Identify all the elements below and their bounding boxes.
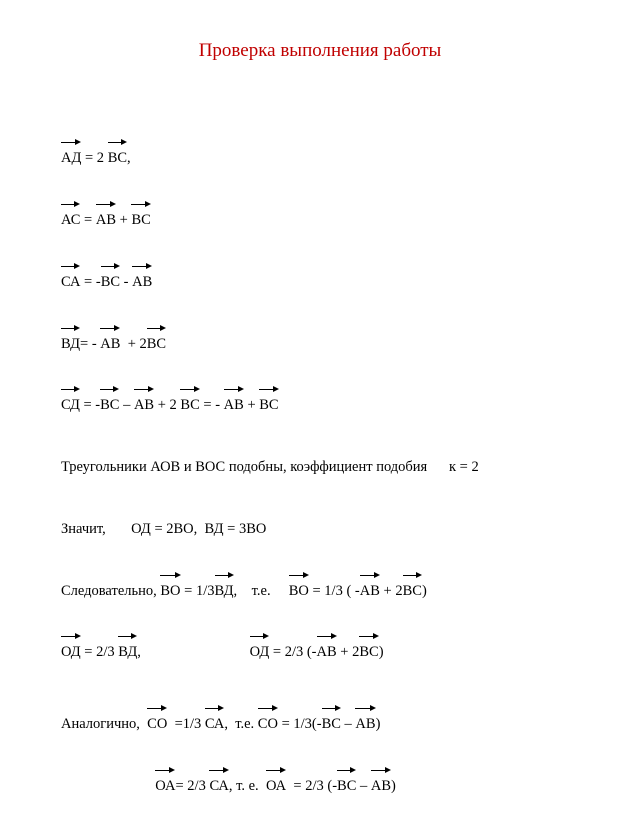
solution-line: СД = -ВС – АВ + 2 ВС = - АВ + ВС	[61, 395, 479, 416]
vector-symbol: ВД	[61, 334, 80, 355]
vector-symbol: СД	[61, 395, 80, 416]
solution-line: ОД = 2/3 ВД, ОД = 2/3 (-АВ + 2ВС)	[61, 642, 479, 663]
vector-symbol: АВ	[134, 395, 154, 416]
solution-line: ВД= - АВ + 2ВС	[61, 334, 479, 355]
vector-symbol: ВО	[160, 581, 180, 602]
solution-line: АД = 2 ВС,	[61, 148, 479, 169]
vector-symbol: АВ	[317, 642, 337, 663]
vector-symbol: АВ	[355, 714, 375, 735]
vector-symbol: СА	[61, 272, 80, 293]
vector-symbol: СА	[205, 714, 224, 735]
vector-symbol: АВ	[224, 395, 244, 416]
solution-line: АС = АВ + ВС	[61, 210, 479, 231]
vector-symbol: ВС	[101, 272, 120, 293]
vector-symbol: АС	[61, 210, 80, 231]
vector-symbol: ВС	[337, 776, 356, 797]
vector-symbol: ВД	[118, 642, 137, 663]
vector-symbol: ОД	[61, 642, 81, 663]
solution-line: Треугольники АОВ и ВОС подобны, коэффициент подобия к = 2	[61, 459, 479, 476]
vector-symbol: ВО	[289, 581, 309, 602]
solution-line: Аналогично, СО =1/3 СА, т.е. СО = 1/3(-ВС – АВ)	[61, 714, 479, 735]
vector-symbol: ОД	[250, 642, 270, 663]
page-title: Проверка выполнения работы	[198, 40, 442, 61]
vector-symbol: СО	[147, 714, 167, 735]
vector-symbol: АВ	[100, 334, 120, 355]
vector-symbol: ВС	[131, 210, 150, 231]
vector-symbol: АД	[61, 148, 81, 169]
vector-symbol: АВ	[96, 210, 116, 231]
solution-text	[61, 107, 479, 817]
solution-line: Значит, ОД = 2ВО, ВД = 3ВО	[61, 520, 267, 537]
vector-symbol: СА	[209, 776, 228, 797]
vector-symbol: АВ	[360, 581, 380, 602]
vector-symbol: АВ	[132, 272, 152, 293]
vector-symbol: ВД	[215, 581, 234, 602]
solution-line: Следовательно, ВО = 1/3ВД, т.е. ВО = 1/3 ( -АВ + 2ВС)	[61, 581, 479, 602]
vector-symbol: ОА	[266, 776, 286, 797]
vector-symbol: СО	[258, 714, 278, 735]
vector-symbol: ВС	[403, 581, 422, 602]
vector-symbol: ВС	[100, 395, 119, 416]
solution-line: ОА= 2/3 СА, т. е. ОА = 2/3 (-ВС – АВ)	[61, 776, 479, 797]
vector-symbol: ОА	[155, 776, 175, 797]
vector-symbol: ВС	[359, 642, 378, 663]
vector-symbol: ВС	[259, 395, 278, 416]
vector-symbol: ВС	[147, 334, 166, 355]
solution-line: СА = -ВС - АВ	[61, 272, 479, 293]
vector-symbol: ВС	[322, 714, 341, 735]
vector-symbol: ВС	[108, 148, 127, 169]
vector-symbol: АВ	[371, 776, 391, 797]
vector-symbol: ВС	[180, 395, 199, 416]
